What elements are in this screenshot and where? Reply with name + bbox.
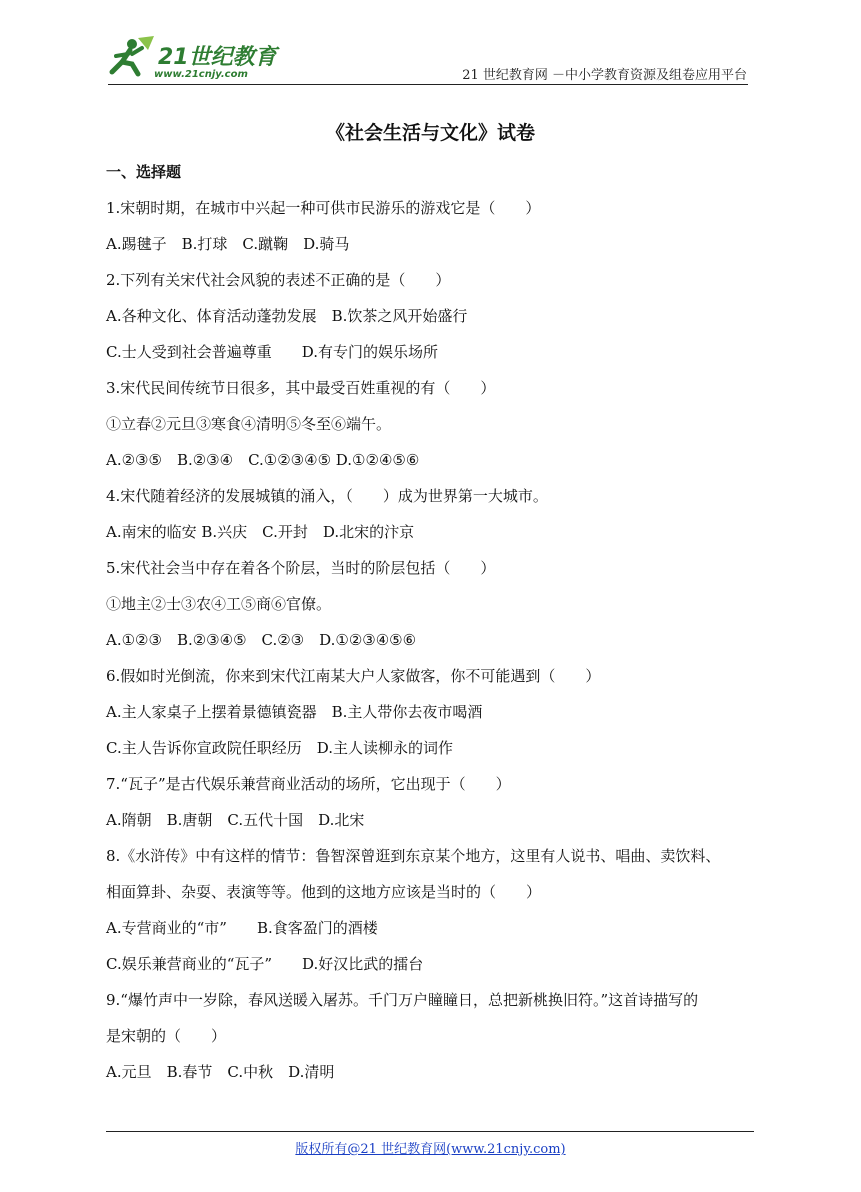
answer-options: A.元旦 B.春节 C.中秋 D.清明: [106, 1063, 335, 1081]
logo-url: www.21cnjy.com: [154, 69, 248, 80]
answer-options: C.主人告诉你宣政院任职经历 D.主人读柳永的词作: [106, 739, 453, 757]
header-site-name: 21 世纪教育网 －中小学教育资源及组卷应用平台: [462, 68, 747, 83]
question-line: 6.假如时光倒流，你来到宋代江南某大户人家做客，你不可能遇到（ ）: [106, 667, 601, 685]
footer-divider: [106, 1131, 754, 1132]
question-line: ①立春②元旦③寒食④清明⑤冬至⑥端午。: [106, 415, 392, 433]
answer-options: C.娱乐兼营商业的“瓦子” D.好汉比武的擂台: [106, 955, 424, 973]
section-heading: 一、选择题: [106, 163, 182, 181]
answer-options: A.隋朝 B.唐朝 C.五代十国 D.北宋: [106, 811, 365, 829]
footer-copyright-link[interactable]: 版权所有@21 世纪教育网(www.21cnjy.com): [295, 1142, 566, 1157]
question-line: 5.宋代社会当中存在着各个阶层，当时的阶层包括（ ）: [106, 559, 496, 577]
question-line: 4.宋代随着经济的发展城镇的涌入，（ ）成为世界第一大城市。: [106, 487, 548, 505]
answer-options: A.各种文化、体育活动蓬勃发展 B.饮茶之风开始盛行: [106, 307, 468, 325]
question-line: 9.“爆竹声中一岁除，春风送暖入屠苏。千门万户瞳瞳日，总把新桃换旧符。”这首诗描写的: [106, 991, 699, 1009]
question-line: 7.“瓦子”是古代娱乐兼营商业活动的场所，它出现于（ ）: [106, 775, 511, 793]
question-line: 2.下列有关宋代社会风貌的表述不正确的是（ ）: [106, 271, 451, 289]
question-line: 8.《水浒传》中有这样的情节：鲁智深曾逛到东京某个地方，这里有人说书、唱曲、卖饮料、: [106, 847, 721, 865]
question-line: 3.宋代民间传统节日很多，其中最受百姓重视的有（ ）: [106, 379, 496, 397]
page-title: 《社会生活与文化》试卷: [325, 122, 535, 144]
answer-options: A.南宋的临安 B.兴庆 C.开封 D.北宋的汴京: [106, 523, 415, 541]
header-divider: [108, 84, 748, 85]
answer-options: A.①②③ B.②③④⑤ C.②③ D.①②③④⑤⑥: [106, 631, 417, 649]
site-logo[interactable]: [108, 34, 283, 84]
answer-options: A.主人家桌子上摆着景德镇瓷器 B.主人带你去夜市喝酒: [106, 703, 483, 721]
question-line: ①地主②士③农④工⑤商⑥官僚。: [106, 595, 332, 613]
answer-options: A.专营商业的“市” B.食客盈门的酒楼: [106, 919, 378, 937]
answer-options: C.士人受到社会普遍尊重 D.有专门的娱乐场所: [106, 343, 438, 361]
logo-text: 21世纪教育: [158, 45, 277, 70]
question-line: 相面算卦、杂耍、表演等等。他到的这地方应该是当时的（ ）: [106, 883, 542, 901]
runner-logo-icon: [108, 34, 160, 84]
answer-options: A.踢毽子 B.打球 C.蹴鞠 D.骑马: [106, 235, 350, 253]
question-line: 1.宋朝时期，在城市中兴起一种可供市民游乐的游戏它是（ ）: [106, 199, 541, 217]
answer-options: A.②③⑤ B.②③④ C.①②③④⑤ D.①②④⑤⑥: [106, 451, 420, 469]
page-header: [0, 0, 861, 90]
question-line: 是宋朝的（ ）: [106, 1027, 227, 1045]
